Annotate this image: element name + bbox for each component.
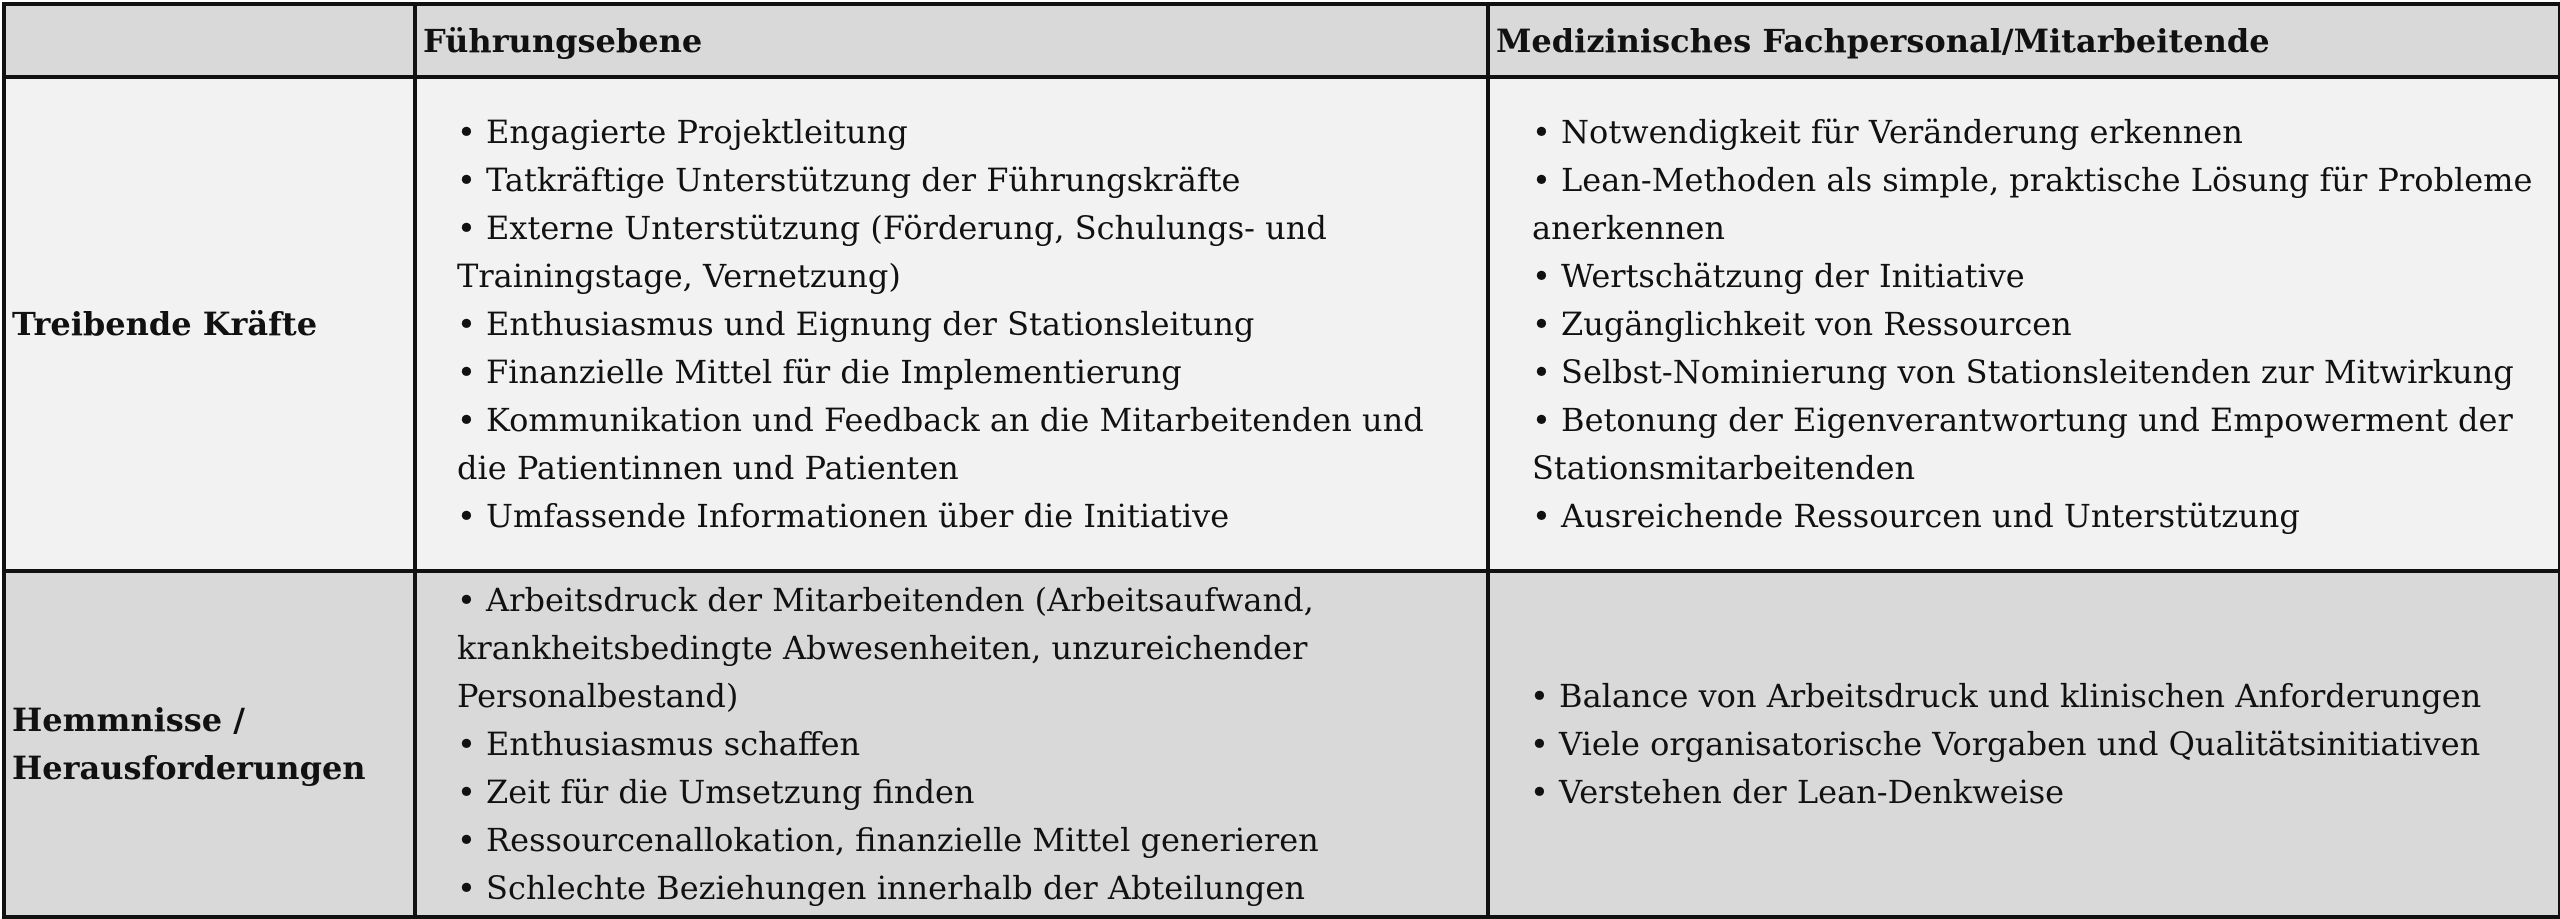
cell-barriers-leadership (415, 571, 1488, 917)
list-item: • Betonung der Eigenverantwortung und Empowerment der Stationsmitarbeitenden (1532, 396, 2540, 492)
list-item: • Tatkräftige Unterstützung der Führungskräfte (457, 156, 1468, 204)
row-label-barriers: Hemmnisse / Herausforderungen (4, 571, 415, 917)
list-item: • Finanzielle Mittel für die Implementierung (457, 348, 1468, 396)
factors-table-container (2, 2, 2558, 915)
list-item: • Schlechte Beziehungen innerhalb der Abteilungen (457, 864, 1468, 912)
list-item: • Wertschätzung der Initiative (1532, 252, 2540, 300)
list-item: • Viele organisatorische Vorgaben und Qualitätsinitiativen (1530, 720, 2540, 768)
cell-driving-forces-staff (1488, 77, 2560, 571)
bullet-list (457, 576, 1468, 912)
list-item: • Notwendigkeit für Veränderung erkennen (1532, 108, 2540, 156)
header-leadership: Führungsebene (415, 4, 1488, 77)
header-staff: Medizinisches Fachpersonal/Mitarbeitende (1488, 4, 2560, 77)
table-row (4, 571, 2560, 917)
bullet-list (1532, 108, 2540, 540)
list-item: • Zeit für die Umsetzung finden (457, 768, 1468, 816)
factors-table (2, 2, 2560, 919)
list-item: • Kommunikation und Feedback an die Mitarbeitenden und die Patientinnen und Patienten (457, 396, 1468, 492)
table-header-row (4, 4, 2560, 77)
list-item: • Externe Unterstützung (Förderung, Schulungs- und Trainingstage, Vernetzung) (457, 204, 1468, 300)
list-item: • Zugänglichkeit von Ressourcen (1532, 300, 2540, 348)
row-label-driving-forces: Treibende Kräfte (4, 77, 415, 571)
list-item: • Balance von Arbeitsdruck und klinischen Anforderungen (1530, 672, 2540, 720)
list-item: • Ausreichende Ressourcen und Unterstützung (1532, 492, 2540, 540)
list-item: • Selbst-Nominierung von Stationsleitenden zur Mitwirkung (1532, 348, 2540, 396)
list-item: • Engagierte Projektleitung (457, 108, 1468, 156)
list-item: • Arbeitsdruck der Mitarbeitenden (Arbeitsaufwand, krankheitsbedingte Abwesenheiten, unzureichender Personalbestand) (457, 576, 1468, 720)
cell-driving-forces-leadership (415, 77, 1488, 571)
cell-barriers-staff (1488, 571, 2560, 917)
list-item: • Enthusiasmus schaffen (457, 720, 1468, 768)
list-item: • Enthusiasmus und Eignung der Stationsleitung (457, 300, 1468, 348)
list-item: • Verstehen der Lean-Denkweise (1530, 768, 2540, 816)
table-row (4, 77, 2560, 571)
list-item: • Lean-Methoden als simple, praktische Lösung für Probleme anerkennen (1532, 156, 2540, 252)
list-item: • Ressourcenallokation, finanzielle Mittel generieren (457, 816, 1468, 864)
header-corner-cell (4, 4, 415, 77)
list-item: • Umfassende Informationen über die Initiative (457, 492, 1468, 540)
bullet-list (457, 108, 1468, 540)
bullet-list (1530, 672, 2540, 816)
